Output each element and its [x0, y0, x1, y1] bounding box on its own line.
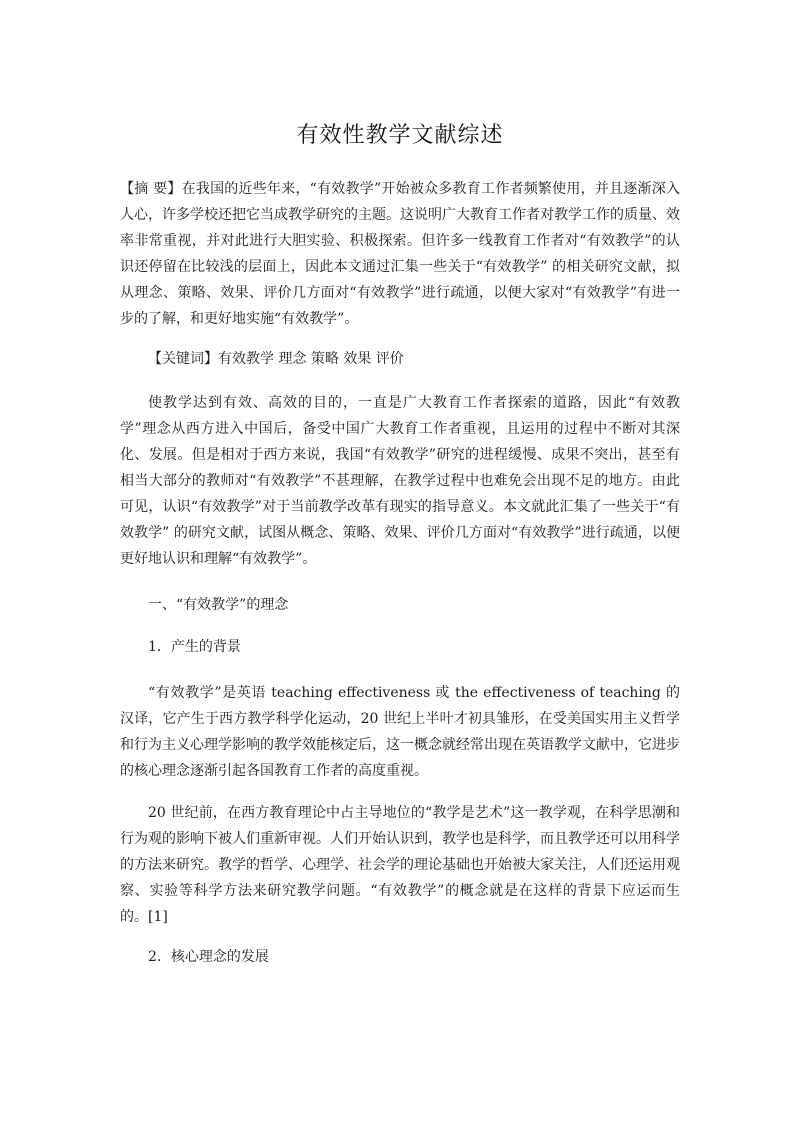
abstract-text: 在我国的近些年来，“有效教学”开始被众多教育工作者频繁使用，并且逐渐深入人心，许多学校还把它当成教学研究的主题。这说明广大教育工作者对教学工作的质量、效率非常重视，并对此进行大胆实验、积极探索。但许多一线教育工作者对“有效教学”的认识还停留在比较浅的层面上，因此本文通过汇集一些关于“有效教学” 的相关研究文献，拟从理念、策略、效果、评价几方面对“有效教学”进行疏通，以便大家对“有效教学”有进一步的了解，和更好地实施“有效教学”。	[120, 181, 681, 327]
background-paragraph-1: “有效教学”是英语 teaching effectiveness 或 the effectiveness of teaching 的汉译，它产生于西方教学科学化运动，20 世纪上半叶才初具雏形，在受美国实用主义哲学和行为主义心理学影响的教学效能核定后，这一概念就经常出现在英语教学文献中，它进步的核心理念逐渐引起各国教育工作者的高度重视。	[120, 685, 680, 779]
abstract-paragraph	[120, 176, 680, 332]
subsection-heading-2: 2．核心理念的发展	[148, 949, 269, 965]
abstract-label: 【摘 要】	[120, 181, 182, 197]
keywords-label: 【关键词】	[148, 351, 218, 367]
section-heading-1: 一、“有效教学”的理念	[148, 597, 289, 613]
document-title: 有效性教学文献综述	[296, 123, 504, 148]
subsection-heading-1: 1．产生的背景	[148, 639, 241, 655]
intro-paragraph: 使教学达到有效、高效的目的，一直是广大教育工作者探索的道路，因此“有效教学”理念从西方进入中国后，备受中国广大教育工作者重视，且运用的过程中不断对其深化、发展。但是相对于西方来说，我国“有效教学”研究的进程缓慢、成果不突出，甚至有相当大部分的教师对“有效教学”不甚理解，在教学过程中也难免会出现不足的地方。由此可见，认识“有效教学”对于当前教学改革有现实的指导意义。本文就此汇集了一些关于“有效教学” 的研究文献，试图从概念、策略、效果、评价几方面对“有效教学”进行疏通，以便更好地认识和理解“有效教学”。	[120, 395, 680, 567]
keywords-line	[120, 346, 680, 372]
background-paragraph-2: 20 世纪前，在西方教育理论中占主导地位的“教学是艺术”这一教学观，在科学思潮和行为观的影响下被人们重新审视。人们开始认识到，教学也是科学，而且教学还可以用科学的方法来研究。教学的哲学、心理学、社会学的理论基础也开始被大家关注，人们还运用观察、实验等科学方法来研究教学问题。“有效教学”的概念就是在这样的背景下应运而生的。[1]	[120, 805, 680, 925]
keywords-text: 有效教学 理念 策略 效果 评价	[218, 351, 404, 367]
